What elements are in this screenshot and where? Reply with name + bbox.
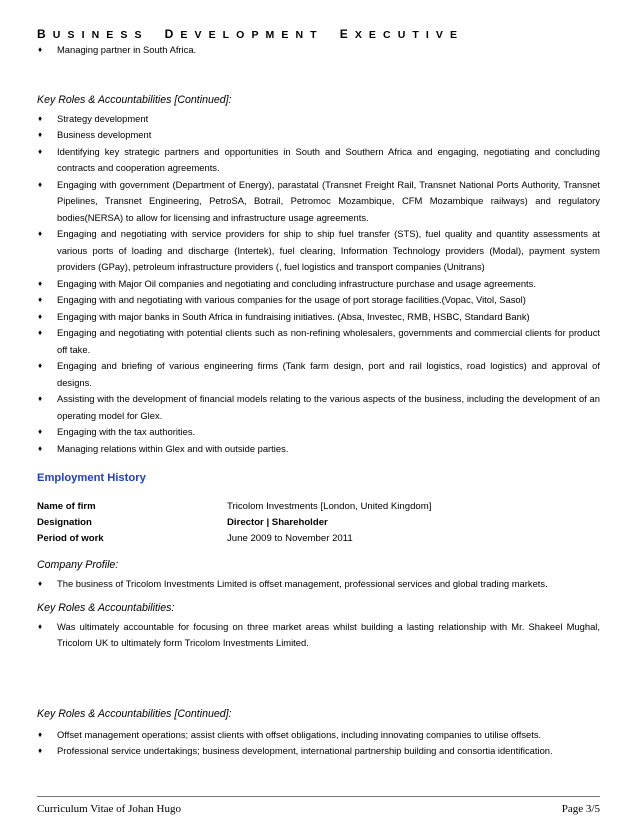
diamond-bullet-icon: ♦ (38, 621, 43, 631)
detail-row-firm: Name of firm Tricolom Investments [London, United Kingdom] (37, 501, 432, 512)
diamond-bullet-icon: ♦ (38, 427, 43, 436)
diamond-bullet-icon: ♦ (38, 278, 43, 288)
list-item-text: Engaging with Major Oil companies and negotiating and concluding infrastructure purchase and usage agreements. (57, 277, 536, 289)
list-item (37, 111, 600, 128)
list-item-text: Professional service undertakings; business development, international partnership building and consortia identification. (57, 745, 553, 756)
list-item (37, 127, 600, 144)
company-profile-list (37, 576, 600, 593)
list-item-text: The business of Tricolom Investments Limited is offset management, professional services and global trading markets. (57, 578, 548, 589)
list-item-text: Engaging with and negotiating with various companies for the usage of port storage facilities.(Vopac, Vitol, Sasol) (57, 294, 526, 305)
key-roles-list (37, 619, 600, 652)
document-page (37, 28, 600, 760)
list-item (37, 276, 600, 293)
detail-row-period: Period of work June 2009 to November 2011 (37, 533, 353, 544)
diamond-bullet-icon: ♦ (38, 579, 43, 588)
employment-details (37, 499, 600, 547)
diamond-bullet-icon: ♦ (38, 146, 43, 156)
diamond-bullet-icon: ♦ (38, 443, 43, 453)
list-item (37, 391, 600, 424)
roles-continued-2-heading: Key Roles & Accountabilities [Continued]: (37, 707, 232, 720)
list-item-text: Was ultimately accountable for focusing on three market areas whilst building a lasting relationship with Mr. Shakeel Mughal, Tricolom UK to ultimately form Tricolom Investments Limited. (57, 620, 600, 648)
diamond-bullet-icon: ♦ (38, 746, 43, 755)
diamond-bullet-icon: ♦ (38, 130, 43, 139)
list-item (37, 619, 600, 652)
list-item (37, 727, 600, 744)
list-item-text: Managing relations within Glex and with outside parties. (57, 442, 289, 454)
diamond-bullet-icon: ♦ (38, 394, 43, 403)
roles-continued-heading: Key Roles & Accountabilities [Continued]: (37, 93, 232, 106)
footer-cv-name: Curriculum Vitae of Johan Hugo (37, 803, 181, 815)
diamond-bullet-icon: ♦ (38, 361, 43, 370)
list-item-text: Engaging with the tax authorities. (57, 426, 196, 437)
page-footer (37, 796, 600, 815)
roles-continued-2-list (37, 727, 600, 760)
list-item (37, 144, 600, 177)
list-item-text: Assisting with the development of financial models relating to the various aspects of the business, including the development of an operating model for Glex. (57, 393, 600, 421)
list-item-text: Engaging with government (Department of Energy), parastatal (Transnet Freight Rail, Transnet National Ports Authority, Transnet Pipelines, Transnet Engineering, PetroSA, Botrail, Petromoc Mozambique, CFM Mozambique railways) and regulatory bodies(NERSA) to allow for licensing and infrastructure usage agreements. (57, 178, 600, 223)
list-item (37, 441, 600, 458)
list-item (37, 177, 600, 227)
list-item (37, 309, 600, 326)
list-item-text: Engaging with major banks in South Africa in fundraising initiatives. (Absa, Investec, RMB, HSBC, Standard Bank) (57, 310, 530, 322)
list-item-text: Offset management operations; assist clients with offset obligations, including innovating companies to utilise offsets. (57, 728, 542, 740)
list-item (37, 424, 600, 441)
list-item (37, 42, 600, 59)
list-item-text: Managing partner in South Africa. (57, 44, 197, 55)
list-item (37, 325, 600, 358)
diamond-bullet-icon: ♦ (38, 295, 43, 304)
diamond-bullet-icon: ♦ (38, 179, 43, 189)
list-item (37, 576, 600, 593)
detail-row-designation: Designation Director | Shareholder (37, 517, 328, 528)
diamond-bullet-icon: ♦ (38, 729, 43, 739)
employment-history-heading: Employment History (37, 472, 146, 484)
roles-continued-list (37, 111, 600, 458)
list-item (37, 743, 600, 760)
footer-page-number: Page 3/5 (561, 803, 600, 815)
list-item-text: Engaging and negotiating with service providers for ship to ship fuel transfer (STS), fuel quality and quantity assessments at various ports of loading and discharge (Intertek), fuel clearing, Information Technology providers (Modal), payment system providers (GPay), petroleum infrastructure providers (, fuel logistics and transport companies (Unitrans) (57, 228, 600, 272)
list-item-text: Engaging and briefing of various engineering firms (Tank farm design, port and rail logistics, road logistics) and approval of designs. (57, 360, 600, 388)
diamond-bullet-icon: ♦ (38, 311, 43, 321)
list-item-text: Identifying key strategic partners and opportunities in South and Southern Africa and engaging, negotiating and concluding contracts and cooperation agreements. (57, 145, 600, 173)
list-item (37, 292, 600, 309)
company-profile-heading: Company Profile: (37, 559, 119, 571)
diamond-bullet-icon: ♦ (38, 328, 43, 337)
list-item-text: Business development (57, 129, 152, 140)
page-title: BUSINESS DEVELOPMENT EXECUTIVE (37, 27, 465, 41)
list-item (37, 226, 600, 276)
diamond-bullet-icon: ♦ (38, 229, 43, 238)
list-item-text: Strategy development (57, 112, 149, 124)
list-item (37, 358, 600, 391)
key-roles-heading: Key Roles & Accountabilities: (37, 601, 175, 614)
intro-bullet-list (37, 42, 600, 59)
list-item-text: Engaging and negotiating with potential clients such as non-refining wholesalers, governments and commercial clients for product off take. (57, 327, 600, 355)
diamond-bullet-icon: ♦ (38, 45, 43, 54)
diamond-bullet-icon: ♦ (38, 113, 43, 123)
